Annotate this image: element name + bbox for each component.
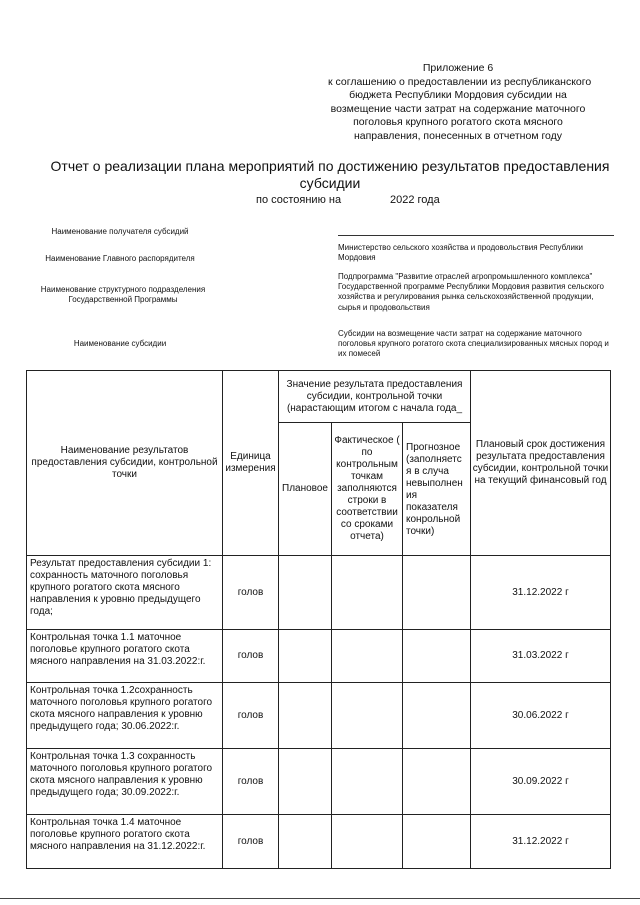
header-deadline: Плановый срок достижения результата предоставления субсидии, контрольной точки на текущий финансовый год	[471, 371, 611, 556]
header-forecast: Прогнозное (заполняетс я в случа невыполнен ия показателя конрольной точки)	[403, 423, 471, 556]
row-forecast	[403, 683, 471, 749]
row-deadline: 31.12.2022 г	[471, 815, 611, 869]
row-forecast	[403, 749, 471, 815]
row-deadline: 31.03.2022 г	[471, 630, 611, 683]
row-forecast	[403, 630, 471, 683]
row-forecast	[403, 815, 471, 869]
row-planned	[279, 749, 332, 815]
appendix-line: направления, понесенных в отчетном году	[353, 129, 563, 142]
as-of-year: 2022 года	[390, 194, 440, 206]
table-row	[27, 683, 611, 749]
main-manager-value: Министерство сельского хозяйства и продовольствия Республики Мордовия	[338, 243, 583, 263]
row-planned	[279, 556, 332, 630]
table-row	[27, 630, 611, 683]
header-unit: Единица измерения	[223, 371, 279, 556]
appendix-line: возмещение части затрат на содержание маточного	[330, 102, 586, 115]
program-value: Подпрограмма "Развитие отраслей агропромышленного комплекса" Государственной программе Республики Мордовия развития сельского хозяйства и регулирования рынка сельскохозяйственной продукции, сырья и продовольствия	[338, 272, 604, 312]
row-unit: голов	[223, 815, 279, 869]
row-planned	[279, 630, 332, 683]
row-actual	[332, 749, 403, 815]
program-label: Наименование структурного подразделения Государственной Программы	[40, 285, 206, 304]
table-row	[27, 815, 611, 869]
header-value-group: Значение результата предоставления субсидии, контрольной точки (нарастающим итогом с начала года_	[279, 371, 471, 423]
row-unit: голов	[223, 683, 279, 749]
as-of-label: по состоянию на	[256, 194, 342, 206]
appendix-line: бюджета Республики Мордовия субсидии на	[349, 89, 567, 101]
header-actual: Фактическое ( по контрольным точкам заполняются строки в соответствии со сроками отчета)	[332, 423, 403, 556]
row-name: Контрольная точка 1.1 маточное поголовье крупного рогатого скота мясного направления на 31.03.2022:г.	[27, 630, 223, 683]
main-manager-label: Наименование Главного распорядителя	[45, 254, 195, 263]
header-name: Наименование результатов предоставления субсидии, контрольной точки	[27, 371, 223, 556]
row-unit: голов	[223, 556, 279, 630]
row-actual	[332, 630, 403, 683]
row-deadline: 30.06.2022 г	[471, 683, 611, 749]
row-actual	[332, 556, 403, 630]
table-row	[27, 749, 611, 815]
appendix-line: к соглашению о предоставлении из республиканского	[328, 75, 592, 88]
row-planned	[279, 683, 332, 749]
recipient-underline	[338, 235, 614, 236]
row-deadline: 30.09.2022 г	[471, 749, 611, 815]
appendix-block	[328, 62, 592, 143]
row-actual	[332, 683, 403, 749]
page-bottom-rule	[0, 898, 640, 899]
row-unit: голов	[223, 749, 279, 815]
row-name: Контрольная точка 1.4 маточное поголовье крупного рогатого скота мясного направления на 31.12.2022:г.	[27, 815, 223, 869]
recipient-label: Наименование получателя субсидий	[51, 227, 189, 236]
row-deadline: 31.12.2022 г	[471, 556, 611, 630]
row-unit: голов	[223, 630, 279, 683]
subsidy-label: Наименование субсидии	[73, 339, 167, 348]
appendix-line: поголовья крупного рогатого скота мясного	[353, 116, 563, 128]
report-title: Отчет о реализации плана мероприятий по достижению результатов предоставления субсидии	[50, 158, 610, 191]
results-table	[26, 370, 611, 869]
table-row	[27, 556, 611, 630]
row-name: Контрольная точка 1.2сохранность маточного поголовья крупного рогатого скота мясного направления к уровню предыдущего года; 30.06.2022:г.	[27, 683, 223, 749]
row-forecast	[403, 556, 471, 630]
row-name: Результат предоставления субсидии 1: сохранность маточного поголовья крупного рогатого скота мясного направления к уровню предыдущего года;	[27, 556, 223, 630]
appendix-line: Приложение 6	[422, 62, 494, 74]
row-planned	[279, 815, 332, 869]
row-name: Контрольная точка 1.3 сохранность маточного поголовья крупного рогатого скота мясного направления к уровню предыдущего года; 30.09.2022:г.	[27, 749, 223, 815]
header-planned: Плановое	[279, 423, 332, 556]
row-actual	[332, 815, 403, 869]
subsidy-value: Субсидии на возмещение части затрат на содержание маточного поголовья крупного рогатого скота специализированных мясных пород и их помесей	[338, 329, 609, 359]
